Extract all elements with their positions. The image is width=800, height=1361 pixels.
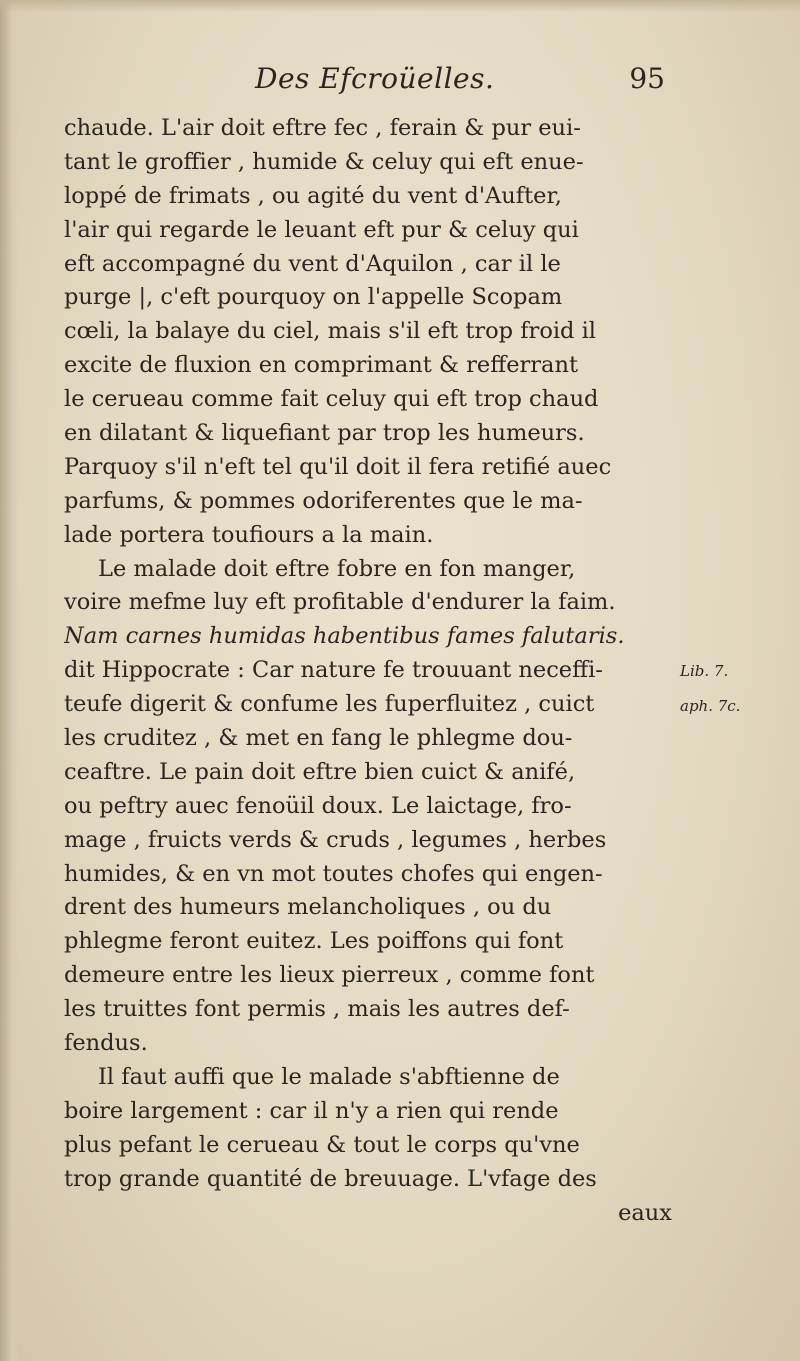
text-line: dit Hippocrate : Car nature fe trouuant neceffi-	[64, 657, 603, 684]
text-line: l'air qui regarde le leuant eft pur & celuy qui	[64, 216, 579, 243]
text-line: trop grande quantité de breuuage. L'vfage des	[64, 1165, 597, 1192]
text-line: boire largement : car il n'y a rien qui rende	[64, 1097, 559, 1124]
text-line: teufe digerit & confume les fuperfluitez , cuict	[64, 691, 595, 718]
text-line: eft accompagné du vent d'Aquilon , car il le	[64, 250, 561, 277]
text-line: lade portera toufiours a la main.	[64, 521, 434, 548]
text-line: loppé de frimats , ou agité du vent d'Aufter,	[64, 182, 562, 209]
text-line: fendus.	[64, 1030, 148, 1057]
text-line: drent des humeurs melancholiques , ou du	[64, 894, 552, 921]
paragraph-start-line: Il faut auffi que le malade s'abftienne de	[98, 1063, 560, 1090]
page-gutter-shadow	[0, 0, 18, 1361]
text-line: parfums, & pommes odoriferentes que le ma-	[64, 487, 583, 514]
page-header	[255, 62, 665, 106]
text-line: en dilatant & liquefiant par trop les humeurs.	[64, 420, 585, 447]
text-line: purge |, c'eft pourquoy on l'appelle Scopam	[64, 284, 563, 311]
text-line: humides, & en vn mot toutes chofes qui engen-	[64, 860, 603, 887]
running-title: Des Efcroüelles.	[255, 62, 495, 95]
text-line: phlegme feront euitez. Les poiffons qui font	[64, 928, 564, 955]
margin-note-book: Lib. 7.	[680, 662, 729, 680]
text-line: mage , fruicts verds & cruds , legumes , herbes	[64, 826, 607, 853]
text-line: tant le groffier , humide & celuy qui eft enue-	[64, 148, 584, 175]
text-line: cœli, la balaye du ciel, mais s'il eft trop froid il	[64, 318, 597, 345]
text-line: le cerueau comme fait celuy qui eft trop chaud	[64, 386, 599, 413]
text-line: excite de fluxion en comprimant & refferrant	[64, 352, 578, 379]
text-line: chaude. L'air doit eftre fec , ferain & pur eui-	[64, 115, 581, 141]
catchword: eaux	[618, 1199, 672, 1226]
text-line: ou peftry auec fenoüil doux. Le laictage, fro-	[64, 792, 572, 819]
paragraph-start-line: Le malade doit eftre fobre en fon manger,	[98, 555, 576, 582]
text-line: ceaftre. Le pain doit eftre bien cuict & anifé,	[64, 758, 576, 785]
text-line: voire mefme luy eft profitable d'endurer la faim.	[64, 589, 616, 616]
page-top-shadow	[0, 0, 800, 12]
text-line: les truittes font permis , mais les autres def-	[64, 996, 570, 1023]
text-line: demeure entre les lieux pierreux , comme font	[64, 962, 595, 989]
text-line: Parquoy s'il n'eft tel qu'il doit il fera retifié auec	[64, 453, 612, 480]
latin-quotation-line: Nam carnes humidas habentibus fames falutaris.	[64, 623, 625, 650]
page-number: 95	[629, 62, 665, 95]
margin-note-aphorism: aph. 7c.	[680, 697, 741, 715]
body-text	[64, 112, 680, 1230]
text-line: les cruditez , & met en fang le phlegme dou-	[64, 725, 573, 752]
text-line: plus pefant le cerueau & tout le corps qu'vne	[64, 1131, 580, 1158]
